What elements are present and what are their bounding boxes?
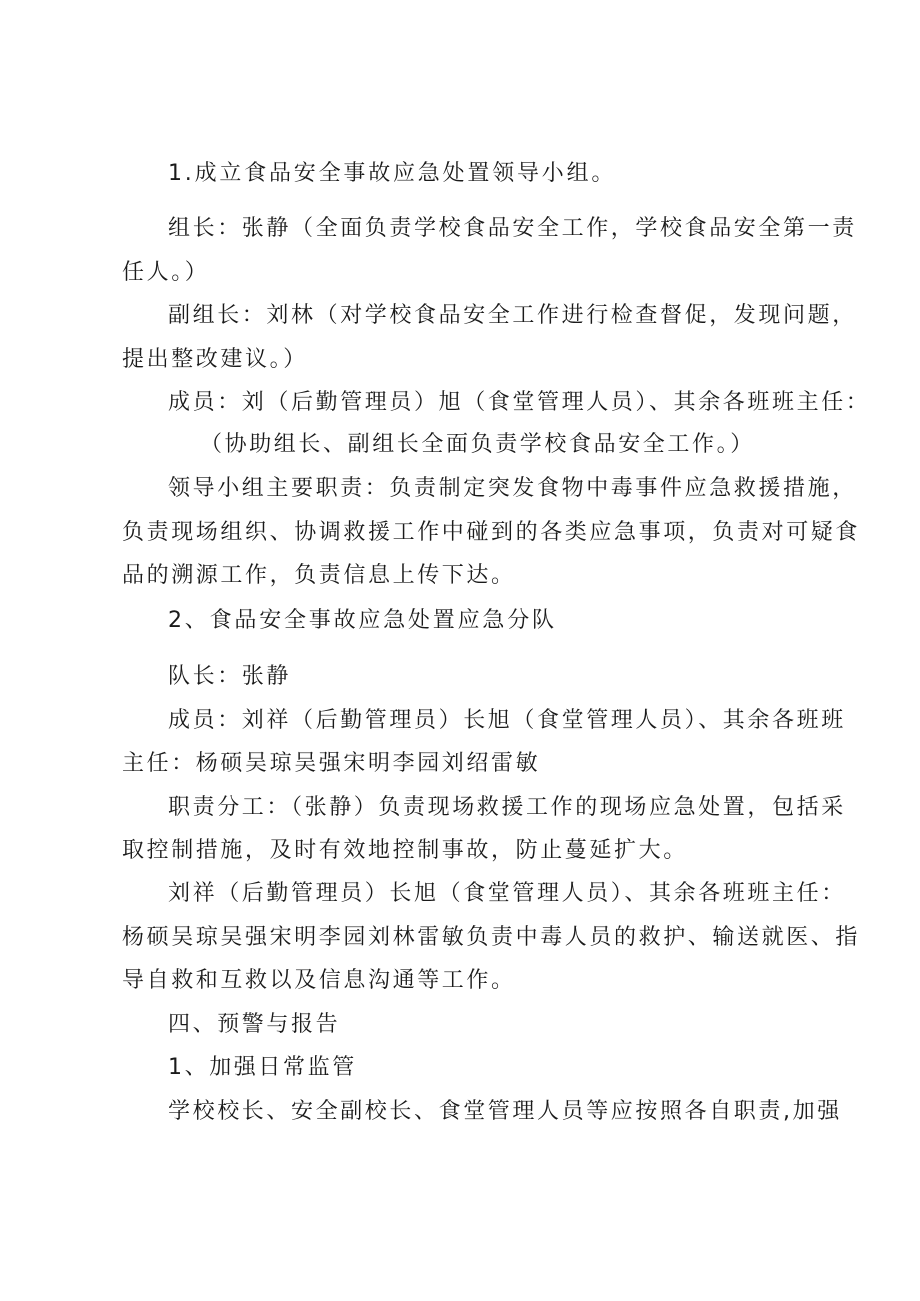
paragraph-line: 学校校长、安全副校长、食堂管理人员等应按照各自职责,加强: [168, 1099, 842, 1124]
paragraph-line: 刘祥（后勤管理员）长旭（食堂管理人员）、其余各班班主任：: [168, 881, 846, 906]
section-heading-1: 1.成立食品安全事故应急处置领导小组。: [168, 161, 617, 186]
paragraph-line: 成员：刘（后勤管理员）旭（食堂管理人员）、其余各班班主任：: [168, 390, 871, 415]
paragraph-line: 职责分工：（张静）负责现场救援工作的现场应急处置，包括采: [168, 795, 846, 820]
paragraph-line: 取控制措施，及时有效地控制事故，防止蔓延扩大。: [122, 838, 688, 863]
paragraph-line: 负责现场组织、协调救援工作中碰到的各类应急事项，负责对可疑食: [122, 520, 861, 545]
paragraph-line: 提出整改建议。）: [122, 347, 308, 372]
paragraph-line: 组长：张静（全面负责学校食品安全工作，学校食品安全第一责: [168, 216, 857, 241]
paragraph-line: （协助组长、副组长全面负责学校食品安全工作。）: [200, 432, 755, 457]
paragraph-line: 成员：刘祥（后勤管理员）长旭（食堂管理人员）、其余各班班: [168, 708, 846, 733]
paragraph-line: 队长：张静: [168, 664, 292, 689]
subsection-heading: 1、加强日常监管: [168, 1055, 357, 1080]
section-heading-4: 四、预警与报告: [168, 1012, 341, 1037]
section-heading-2: 2、食品安全事故应急处置应急分队: [168, 608, 557, 633]
paragraph-line: 任人。）: [122, 260, 210, 285]
paragraph-line: 副组长：刘林（对学校食品安全工作进行检查督促，发现问题，: [168, 303, 857, 328]
paragraph-line: 领导小组主要职责：负责制定突发食物中毒事件应急救援措施，: [168, 476, 857, 501]
paragraph-line: 导自救和互救以及信息沟通等工作。: [122, 968, 516, 993]
paragraph-line: 杨硕吴琼吴强宋明李园刘林雷敏负责中毒人员的救护、输送就医、指: [122, 925, 861, 950]
paragraph-line: 品的溯源工作，负责信息上传下达。: [122, 563, 516, 588]
paragraph-line: 主任：杨硕吴琼吴强宋明李园刘绍雷敏: [122, 751, 541, 776]
